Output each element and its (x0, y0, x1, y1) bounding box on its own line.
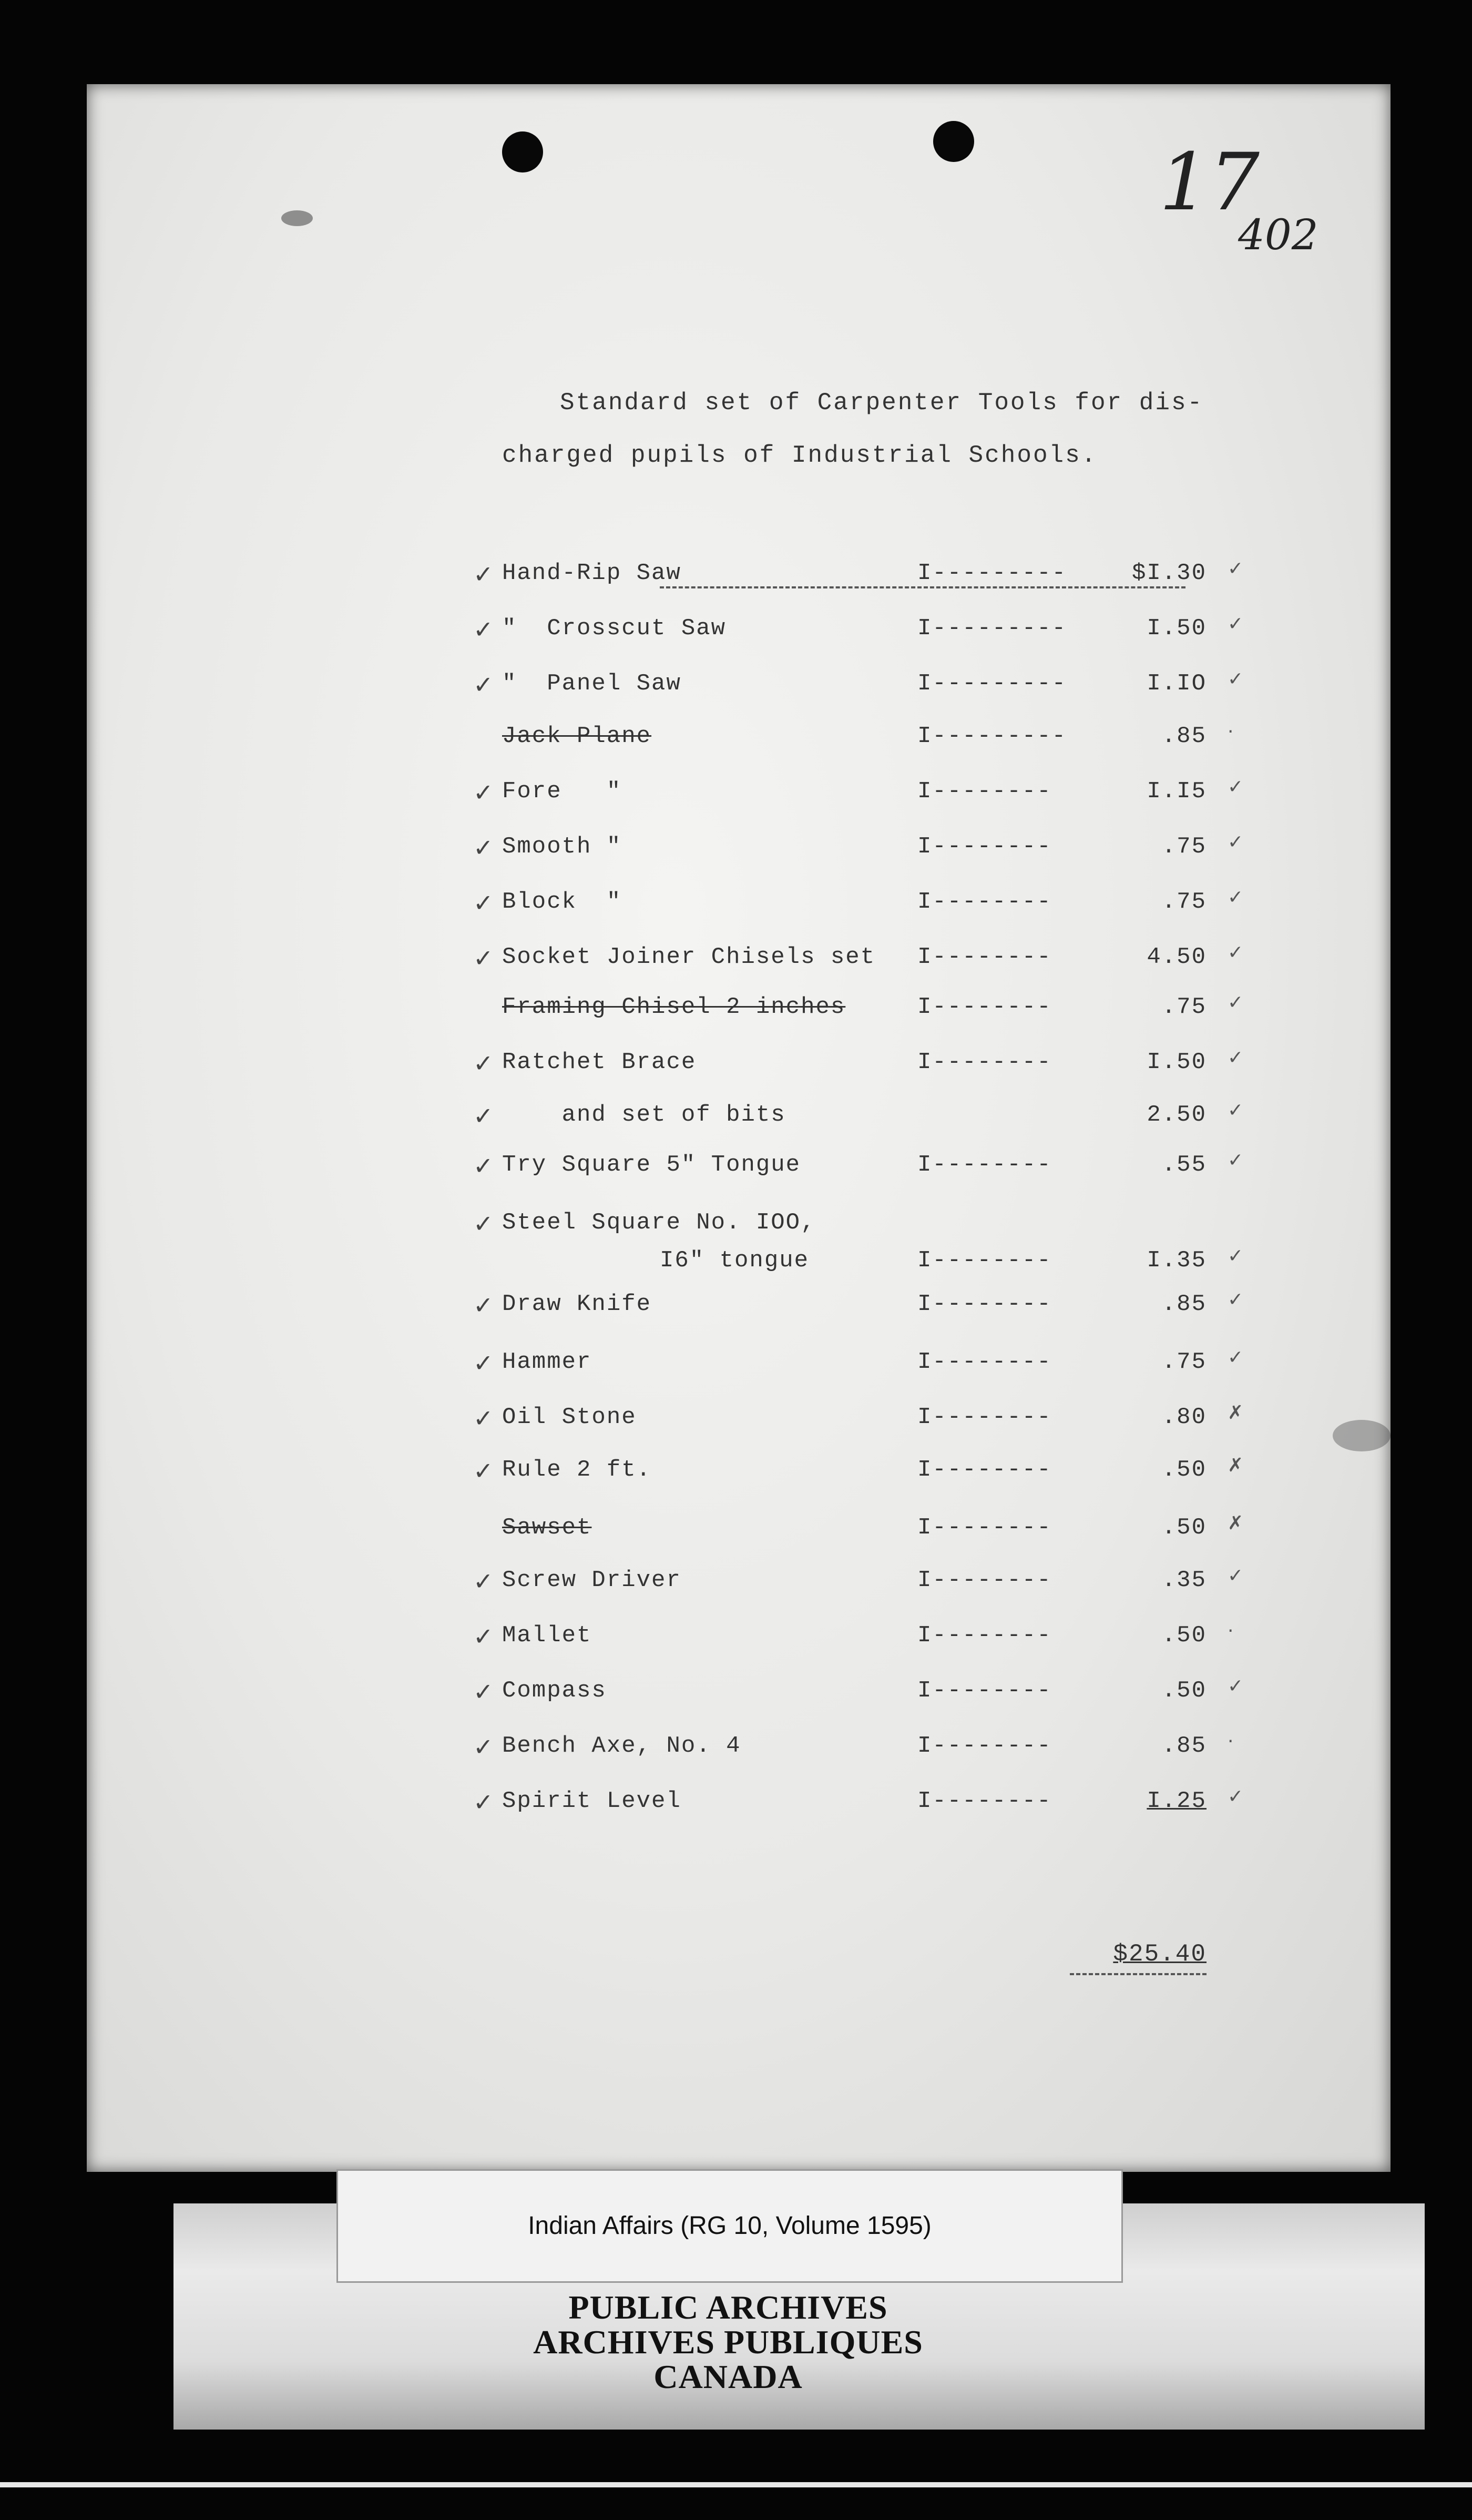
stamp-line-1: PUBLIC ARCHIVES (568, 2289, 888, 2326)
tool-row (87, 1291, 1391, 1333)
tool-price: .35 (1161, 1567, 1207, 1593)
tool-quantity: I-------- (917, 994, 1052, 1020)
tool-price: .85 (1161, 1733, 1207, 1759)
archive-reference: Indian Affairs (RG 10, Volume 1595) (528, 2212, 932, 2240)
tool-name: Smooth " (502, 834, 622, 860)
audit-mark-icon: ✓ (1228, 831, 1244, 853)
tool-name: Socket Joiner Chisels set (502, 944, 876, 970)
tool-name: Hand-Rip Saw (502, 560, 681, 586)
tool-name: Steel Square No. IOO, (502, 1210, 816, 1236)
tool-quantity: I-------- (917, 1404, 1052, 1430)
check-mark-icon: ✓ (473, 1457, 494, 1485)
check-mark-icon: ✓ (473, 1210, 494, 1238)
tool-name: Mallet (502, 1622, 592, 1649)
tool-name: Draw Knife (502, 1291, 652, 1317)
check-mark-icon: ✓ (473, 834, 494, 862)
tool-quantity: I-------- (917, 1457, 1052, 1483)
check-mark-icon: ✓ (473, 1049, 494, 1078)
tool-price: .75 (1161, 889, 1207, 915)
tool-price: .55 (1161, 1152, 1207, 1178)
tool-row (87, 1404, 1391, 1446)
document-page (87, 84, 1391, 2172)
punch-hole (502, 131, 543, 172)
title-line-2: charged pupils of Industrial Schools. (502, 442, 1098, 469)
audit-mark-icon: ✓ (1228, 1786, 1244, 1807)
tool-quantity: I-------- (917, 944, 1052, 970)
tool-quantity: I-------- (917, 1515, 1052, 1541)
tool-quantity: I-------- (917, 1152, 1052, 1178)
audit-mark-icon: ✗ (1228, 1402, 1244, 1424)
tool-name: Spirit Level (502, 1788, 681, 1814)
check-mark-icon: ✓ (473, 889, 494, 917)
tool-price: .85 (1161, 1291, 1207, 1317)
tool-name: Screw Driver (502, 1567, 681, 1593)
audit-mark-icon: ✓ (1228, 558, 1244, 580)
tool-quantity: I-------- (917, 834, 1052, 860)
tool-row (87, 670, 1391, 713)
tool-price: .75 (1161, 834, 1207, 860)
tool-row (87, 778, 1391, 820)
tool-name: and set of bits (502, 1102, 786, 1128)
check-mark-icon: ✓ (473, 1349, 494, 1377)
check-mark-icon: ✓ (473, 1678, 494, 1706)
stamp-line-2: ARCHIVES PUBLIQUES (533, 2323, 923, 2361)
audit-mark-icon: ✓ (1228, 613, 1244, 635)
tool-quantity: I--------- (917, 723, 1067, 749)
archive-label (336, 2169, 1123, 2283)
archive-stamp (336, 2290, 1120, 2411)
tool-row (87, 1733, 1391, 1775)
check-mark-icon: ✓ (473, 1404, 494, 1432)
title-line-1: Standard set of Carpenter Tools for dis- (560, 389, 1204, 416)
page-number: 17 (1159, 137, 1260, 228)
check-mark-icon: ✓ (473, 1788, 494, 1816)
audit-mark-icon: ✓ (1228, 887, 1244, 908)
audit-mark-icon: ✓ (1228, 1565, 1244, 1587)
tool-name: Rule 2 ft. (502, 1457, 652, 1483)
tool-name: Fore " (502, 778, 622, 805)
tool-name-continued: I6" tongue (660, 1247, 810, 1274)
check-mark-icon: ✓ (473, 670, 494, 699)
audit-mark-icon: ✓ (1228, 1245, 1244, 1267)
tool-quantity: I-------- (917, 1733, 1052, 1759)
tool-quantity: I-------- (917, 1349, 1052, 1375)
tool-quantity: I-------- (917, 889, 1052, 915)
tool-row (87, 1102, 1391, 1144)
tool-row (87, 944, 1391, 986)
tool-row (87, 560, 1391, 602)
tool-quantity: I-------- (917, 1567, 1052, 1593)
tool-price: 4.50 (1147, 944, 1207, 970)
tool-price: .50 (1161, 1678, 1207, 1704)
stamp-line-3: CANADA (653, 2358, 803, 2395)
tool-row (87, 1512, 1391, 1557)
tool-quantity: I-------- (917, 1291, 1052, 1317)
punch-hole (933, 121, 974, 162)
tool-price: $I.30 (1131, 560, 1207, 586)
audit-mark-icon: ✗ (1228, 1512, 1244, 1534)
check-mark-icon: ✓ (473, 778, 494, 807)
audit-mark-icon: ✓ (1228, 1347, 1244, 1368)
tool-row (87, 889, 1391, 931)
check-mark-icon: ✓ (473, 1567, 494, 1596)
check-mark-icon: ✓ (473, 560, 494, 588)
folio-number: 402 (1238, 210, 1318, 259)
tool-price: .50 (1161, 1515, 1207, 1541)
tool-name: Hammer (502, 1349, 592, 1375)
check-mark-icon: ✓ (473, 944, 494, 972)
tool-price: .75 (1161, 1349, 1207, 1375)
audit-mark-icon: · (1228, 1731, 1234, 1752)
tool-row (87, 1622, 1391, 1664)
check-mark-icon: ✓ (473, 1622, 494, 1651)
tool-price: .80 (1161, 1404, 1207, 1430)
film-edge-stripe (0, 2482, 1472, 2487)
audit-mark-icon: ✓ (1228, 1289, 1244, 1310)
tool-quantity: I-------- (917, 1247, 1052, 1274)
tool-quantity: I--------- (917, 670, 1067, 697)
tool-name: Framing Chisel 2 inches (502, 994, 846, 1020)
tool-price: I.35 (1147, 1247, 1207, 1274)
check-mark-icon: ✓ (473, 1733, 494, 1761)
tool-price: I.25 (1147, 1788, 1207, 1814)
tool-row (87, 1349, 1391, 1391)
tool-name: Block " (502, 889, 622, 915)
tool-quantity: I--------- (917, 560, 1067, 586)
tool-price: I.I5 (1147, 778, 1207, 805)
total-double-underline (1070, 1973, 1207, 1975)
tool-row (87, 831, 1391, 876)
check-mark-icon: ✓ (473, 1102, 494, 1130)
tool-row (87, 1788, 1391, 1830)
tool-quantity: I-------- (917, 1678, 1052, 1704)
tool-name: Sawset (502, 1515, 592, 1541)
tool-price: .50 (1161, 1622, 1207, 1649)
tool-price: .50 (1161, 1457, 1207, 1483)
audit-mark-icon: ✓ (1228, 668, 1244, 690)
tool-name: Jack Plane (502, 723, 652, 749)
audit-mark-icon: ✓ (1228, 1047, 1244, 1069)
audit-mark-icon: ✓ (1228, 992, 1244, 1013)
tool-row (87, 615, 1391, 657)
tool-row (87, 1675, 1391, 1720)
tool-price: I.50 (1147, 615, 1207, 642)
audit-mark-icon: ✓ (1228, 1100, 1244, 1121)
tool-quantity: I-------- (917, 1622, 1052, 1649)
tool-quantity: I-------- (917, 1049, 1052, 1075)
audit-mark-icon: ✓ (1228, 1675, 1244, 1697)
tool-row (87, 1049, 1391, 1091)
tool-row (87, 1457, 1391, 1499)
tool-name: Ratchet Brace (502, 1049, 697, 1075)
tool-name: " Panel Saw (502, 670, 681, 697)
tool-price: .75 (1161, 994, 1207, 1020)
tool-price: .85 (1161, 723, 1207, 749)
tool-quantity: I-------- (917, 778, 1052, 805)
audit-mark-icon: · (1228, 1620, 1234, 1642)
tool-name: " Crosscut Saw (502, 615, 727, 642)
tool-price: I.50 (1147, 1049, 1207, 1075)
ink-blot (281, 210, 313, 226)
tool-row (87, 723, 1391, 765)
tool-name: Compass (502, 1678, 607, 1704)
audit-mark-icon: ✓ (1228, 942, 1244, 963)
tool-price: 2.50 (1147, 1102, 1207, 1128)
tool-quantity: I-------- (917, 1788, 1052, 1814)
tool-price: I.IO (1147, 670, 1207, 697)
audit-mark-icon: ✓ (1228, 776, 1244, 798)
total-amount: $25.40 (1113, 1940, 1207, 1968)
tool-row (87, 1152, 1391, 1194)
audit-mark-icon: · (1228, 721, 1234, 743)
tool-row (87, 1567, 1391, 1609)
audit-mark-icon: ✓ (1228, 1150, 1244, 1171)
check-mark-icon: ✓ (473, 1152, 494, 1180)
tool-name: Oil Stone (502, 1404, 637, 1430)
tool-row (87, 994, 1391, 1036)
tool-row (87, 1210, 1391, 1274)
tool-name: Try Square 5" Tongue (502, 1152, 801, 1178)
audit-mark-icon: ✗ (1228, 1455, 1244, 1476)
tool-quantity: I--------- (917, 615, 1067, 642)
tool-name: Bench Axe, No. 4 (502, 1733, 741, 1759)
check-mark-icon: ✓ (473, 615, 494, 644)
check-mark-icon: ✓ (473, 1291, 494, 1319)
